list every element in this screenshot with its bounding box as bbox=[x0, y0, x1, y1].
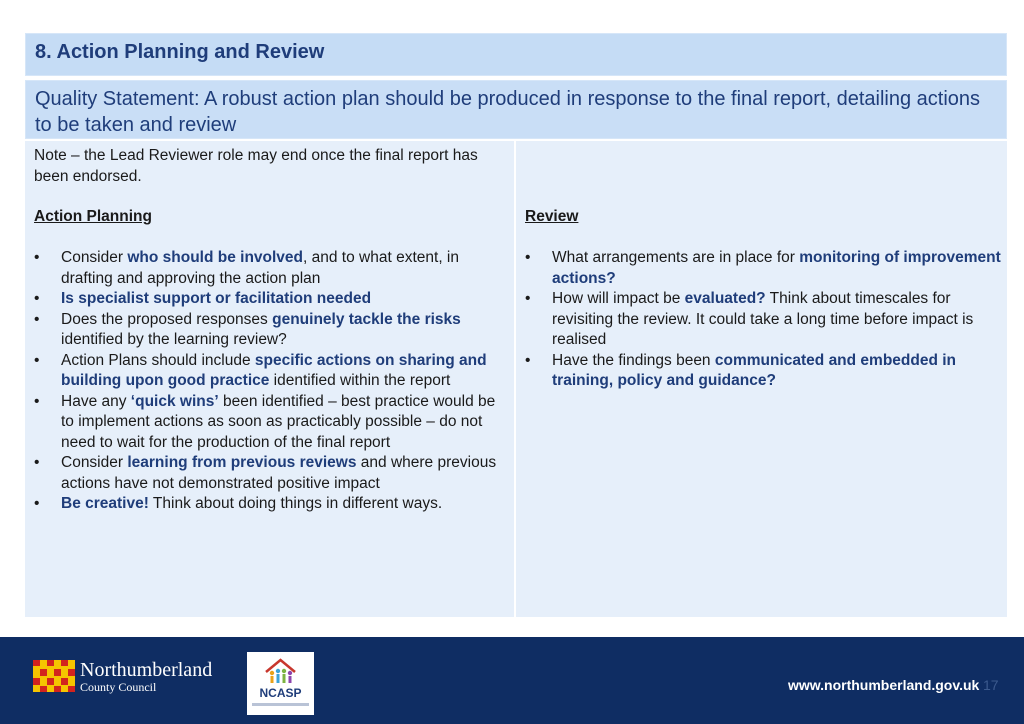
bullet-text: identified by the learning review? bbox=[61, 331, 287, 348]
quality-statement-bar bbox=[25, 80, 1007, 139]
bullet-dot-icon: • bbox=[34, 454, 40, 471]
ncasp-label: NCASP bbox=[259, 686, 302, 700]
bullet-text: Does the proposed responses bbox=[61, 310, 273, 328]
council-name: Northumberland bbox=[80, 659, 213, 681]
council-subtitle: County Council bbox=[80, 680, 157, 694]
bullet-highlight: evaluated? bbox=[684, 290, 766, 307]
bullet-item bbox=[34, 392, 509, 454]
bullet-text: been identified – best practice would be to implement actions as soon as practicably possible – do not need to wait for the production of the final report bbox=[61, 392, 496, 451]
bullet-highlight: genuinely tackle the risks bbox=[272, 310, 461, 328]
bullet-text: , and to what extent, in drafting and approving the action plan bbox=[61, 249, 459, 287]
bullet-item bbox=[34, 494, 509, 515]
bullet-dot-icon: • bbox=[525, 351, 531, 369]
quality-statement: Quality Statement: A robust action plan should be produced in response to the final report, detailing actions to be taken and review bbox=[35, 88, 981, 136]
bullet-highlight: Is specialist support or facilitation needed bbox=[61, 290, 372, 307]
bullet-highlight: learning from previous reviews bbox=[127, 454, 357, 471]
bullet-text: identified within the report bbox=[269, 372, 451, 389]
bullet-text: Have any bbox=[61, 392, 131, 410]
bullet-highlight: communicated and embedded in training, policy and guidance? bbox=[552, 351, 957, 389]
action-planning-heading: Action Planning bbox=[34, 208, 152, 225]
bullet-text: What arrangements are in place for bbox=[552, 249, 800, 266]
northumberland-crest-icon bbox=[33, 660, 75, 692]
bullet-dot-icon: • bbox=[34, 351, 40, 369]
bullet-highlight: ‘quick wins’ bbox=[130, 392, 219, 410]
bullet-highlight: specific actions on sharing and building upon good practice bbox=[61, 351, 487, 389]
bullet-text: and where previous actions have not demonstrated positive impact bbox=[61, 454, 497, 492]
bullet-text: Think about timescales for revisiting the review. It could take a long time before impact is realised bbox=[552, 290, 974, 348]
bullet-item bbox=[34, 248, 509, 289]
slide-title: 8. Action Planning and Review bbox=[35, 41, 325, 63]
footer-bar bbox=[0, 637, 1024, 724]
review-list bbox=[525, 248, 1003, 392]
bullet-dot-icon: • bbox=[34, 290, 40, 307]
bullet-dot-icon: • bbox=[525, 249, 531, 266]
bullet-highlight: Be creative! bbox=[61, 495, 149, 512]
bullet-item bbox=[525, 351, 1003, 392]
bullet-dot-icon: • bbox=[34, 249, 40, 266]
bullet-item bbox=[34, 289, 509, 310]
action-planning-column bbox=[25, 141, 514, 617]
website-url: www.northumberland.gov.uk bbox=[788, 677, 980, 693]
action-planning-list bbox=[34, 248, 509, 515]
bullet-item bbox=[525, 289, 1003, 351]
bullet-dot-icon: • bbox=[34, 310, 40, 328]
bullet-text: Action Plans should include bbox=[61, 351, 255, 369]
slide-title-bar bbox=[25, 33, 1007, 76]
bullet-text: Consider bbox=[61, 249, 128, 266]
bullet-text: Consider bbox=[61, 454, 128, 471]
bullet-dot-icon: • bbox=[34, 392, 40, 410]
bullet-highlight: who should be involved bbox=[127, 249, 304, 266]
bullet-text: Have the findings been bbox=[552, 351, 715, 369]
review-column bbox=[516, 141, 1007, 617]
lead-reviewer-note: Note – the Lead Reviewer role may end once the final report has been endorsed. bbox=[34, 147, 478, 185]
ncasp-tagline-decoration bbox=[252, 703, 309, 706]
bullet-item bbox=[34, 453, 509, 494]
bullet-dot-icon: • bbox=[34, 495, 40, 512]
bullet-highlight: monitoring of improvement actions? bbox=[552, 249, 1001, 287]
review-heading: Review bbox=[525, 208, 579, 225]
bullet-text: Think about doing things in different ways. bbox=[148, 495, 443, 512]
bullet-item bbox=[34, 351, 509, 392]
bullet-text: How will impact be bbox=[552, 290, 685, 307]
ncasp-house-icon bbox=[264, 658, 297, 684]
bullet-item bbox=[525, 248, 1003, 289]
bullet-item bbox=[34, 310, 509, 351]
ncasp-logo bbox=[247, 652, 314, 715]
bullet-dot-icon: • bbox=[525, 290, 531, 307]
page-number: 17 bbox=[983, 677, 999, 693]
